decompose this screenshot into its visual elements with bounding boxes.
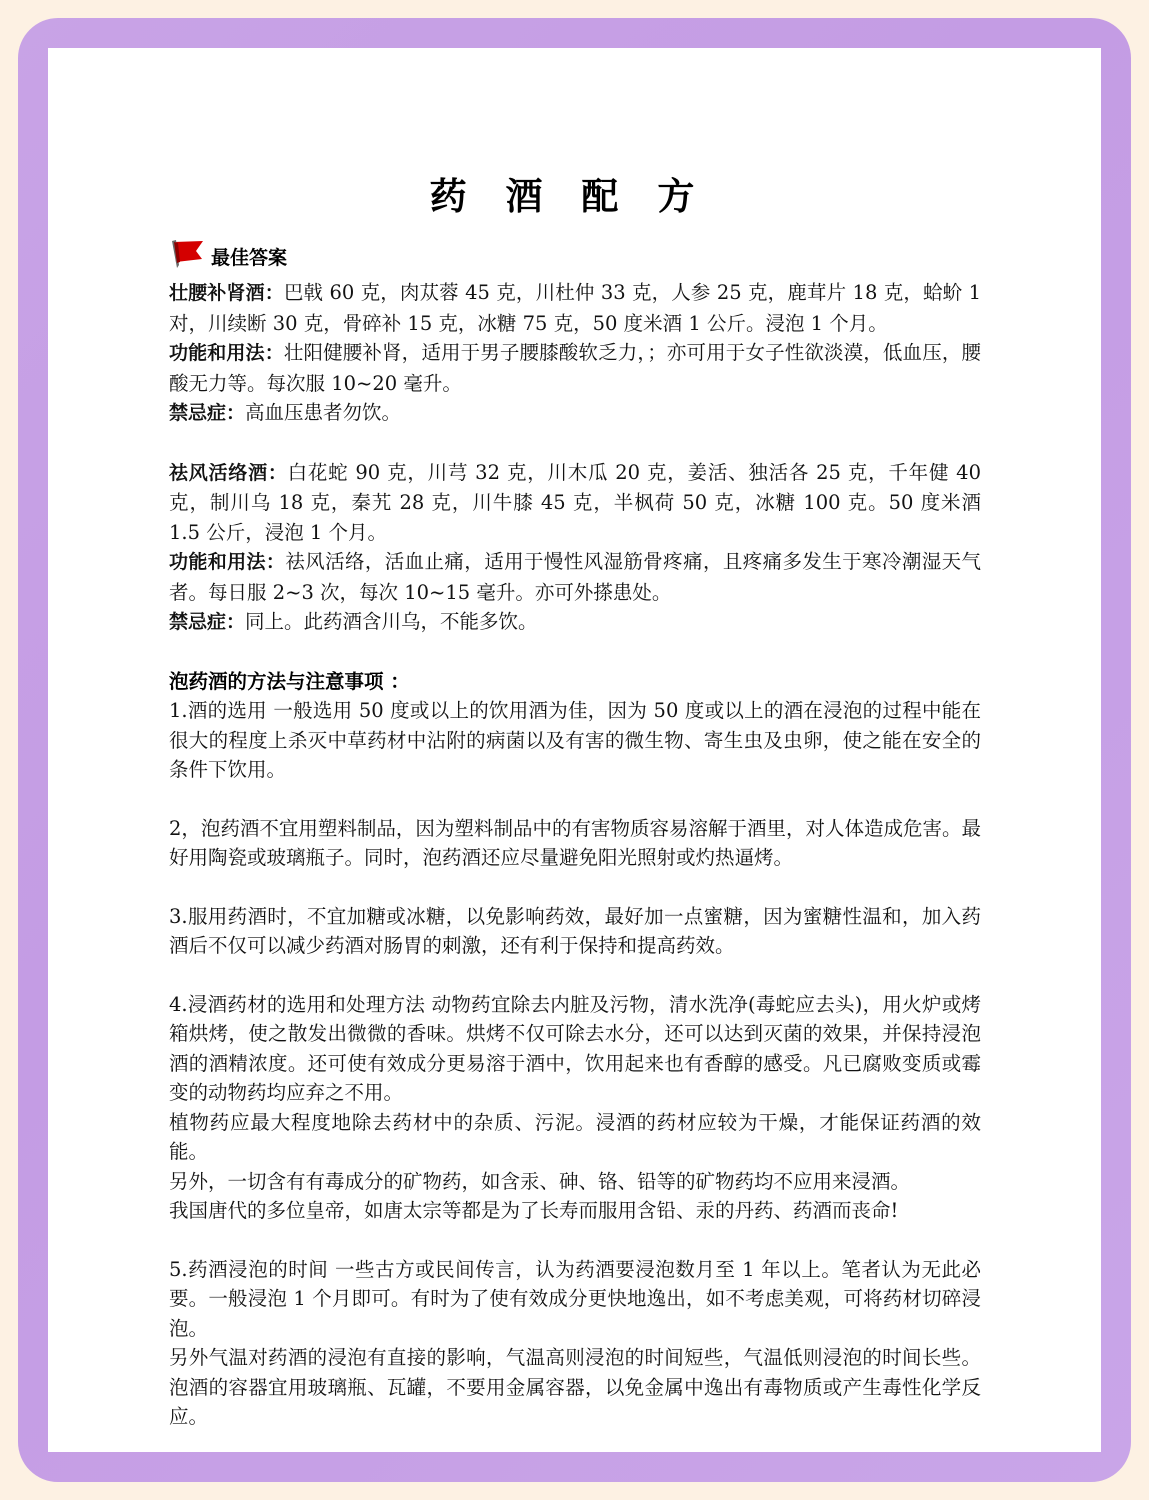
spacer — [169, 429, 981, 458]
document-sheet — [48, 48, 1101, 1452]
spacer — [169, 785, 981, 814]
methods-heading: 泡药酒的方法与注意事项 ： — [169, 669, 410, 693]
recipe-usage-label: 功能和用法： — [169, 342, 284, 365]
recipe-contraindication — [169, 607, 981, 638]
recipe-ingredients-text: 巴戟 60 克，肉苁蓉 45 克，川杜仲 33 克，人参 25 克，鹿茸片 18 克，蛤蚧 1 对，川续断 30 克，骨碎补 15 克，冰糖 75 克，50 度米酒 1 公斤。浸泡 1 个月。 — [169, 281, 981, 335]
red-flag-icon — [169, 238, 209, 270]
recipe-contraindication-text: 高血压患者勿饮。 — [245, 401, 402, 425]
recipe-usage-label: 功能和用法： — [169, 551, 286, 574]
method-paragraph: 植物药应最大程度地除去药材中的杂质、污泥。浸酒的药材应较为干燥，才能保证药酒的效能。 — [169, 1110, 981, 1164]
recipe-usage — [169, 338, 981, 398]
recipe-contraindication-label: 禁忌症： — [169, 402, 246, 425]
method-paragraph: 2，泡药酒不宜用塑料制品，因为塑料制品中的有害物质容易溶解于酒里，对人体造成危害。最好用陶瓷或玻璃瓶子。同时，泡药酒还应尽量避免阳光照射或灼热逼烤。 — [169, 816, 981, 870]
recipe-ingredients-text: 白花蛇 90 克，川芎 32 克，川木瓜 20 克，姜活、独活各 25 克，千年健 40 克，制川乌 18 克，秦艽 28 克，川牛膝 45 克，半枫荷 50 克，冰糖 100 克。50 度米酒 1.5 公斤，浸泡 1 个月。 — [169, 460, 981, 544]
recipe-contraindication-text: 同上。此药酒含川乌，不能多饮。 — [245, 610, 538, 634]
method-paragraph: 我国唐代的多位皇帝，如唐太宗等都是为了长寿而服用含铅、汞的丹药、药酒而丧命! — [169, 1199, 899, 1223]
method-paragraph: 5.药酒浸泡的时间 一些古方或民间传言，认为药酒要浸泡数月至 1 年以上。笔者认为无此必要。一般浸泡 1 个月即可。有时为了使有效成分更快地逸出，如不考虑美观，可将药材切碎浸泡。 — [169, 1257, 981, 1340]
recipe-ingredients — [169, 278, 981, 338]
method-paragraph: 4.浸酒药材的选用和处理方法 动物药宜除去内脏及污物，清水洗净(毒蛇应去头)，用火炉或烤箱烘烤，使之散发出微微的香味。烘烤不仅可除去水分，还可以达到灭菌的效果，并保持浸泡酒的酒精浓度。还可使有效成分更易溶于酒中，饮用起来也有香醇的感受。凡已腐败变质或霉变的动物药均应弃之不用。 — [169, 992, 981, 1105]
page-title: 药 酒 配 方 — [429, 174, 708, 218]
recipe-usage-text: 祛风活络，活血止痛，适用于慢性风湿筋骨疼痛，且疼痛多发生于寒冷潮湿天气者。每日服 2~3 次，每次 10~15 毫升。亦可外搽患处。 — [169, 550, 981, 604]
recipe-name-label: 壮腰补肾酒： — [169, 282, 284, 305]
recipe-usage-text: 壮阳健腰补肾，适用于男子腰膝酸软乏力，；亦可用于女子性欲淡漠，低血压，腰酸无力等。每次服 10~20 毫升。 — [169, 341, 981, 395]
method-paragraph: 另外，一切含有有毒成分的矿物药，如含汞、砷、铬、铅等的矿物药均不应用来浸酒。 — [169, 1169, 911, 1193]
recipe-ingredients — [169, 458, 981, 548]
method-paragraph: 1.酒的选用 一般选用 50 度或以上的饮用酒为佳，因为 50 度或以上的酒在浸泡的过程中能在很大的程度上杀灭中草药材中沾附的病菌以及有害的微生物、寄生虫及虫卵，使之能在安全的条件下饮用。 — [169, 699, 981, 782]
recipe-usage — [169, 547, 981, 607]
method-paragraph: 另外气温对药酒的浸泡有直接的影响，气温高则浸泡的时间短些，气温低则浸泡的时间长些。泡酒的容器宜用玻璃瓶、瓦罐，不要用金属容器，以免金属中逸出有毒物质或产生毒性化学反应。 — [169, 1346, 981, 1429]
spacer — [169, 961, 981, 990]
document-body — [169, 174, 981, 1432]
method-paragraph: 3.服用药酒时，不宜加糖或冰糖，以免影响药效，最好加一点蜜糖，因为蜜糖性温和，加入药酒后不仅可以减少药酒对肠胃的刺激，还有利于保持和提高药效。 — [169, 904, 981, 958]
spacer — [169, 1226, 981, 1255]
spacer — [169, 873, 981, 902]
best-answer-header — [169, 236, 981, 270]
decorative-page-border — [18, 18, 1131, 1482]
best-answer-label: 最佳答案 — [211, 247, 288, 270]
spacer — [169, 638, 981, 667]
recipe-contraindication — [169, 398, 981, 429]
recipe-contraindication-label: 禁忌症： — [169, 611, 246, 634]
recipe-name-label: 祛风活络酒： — [169, 461, 288, 484]
